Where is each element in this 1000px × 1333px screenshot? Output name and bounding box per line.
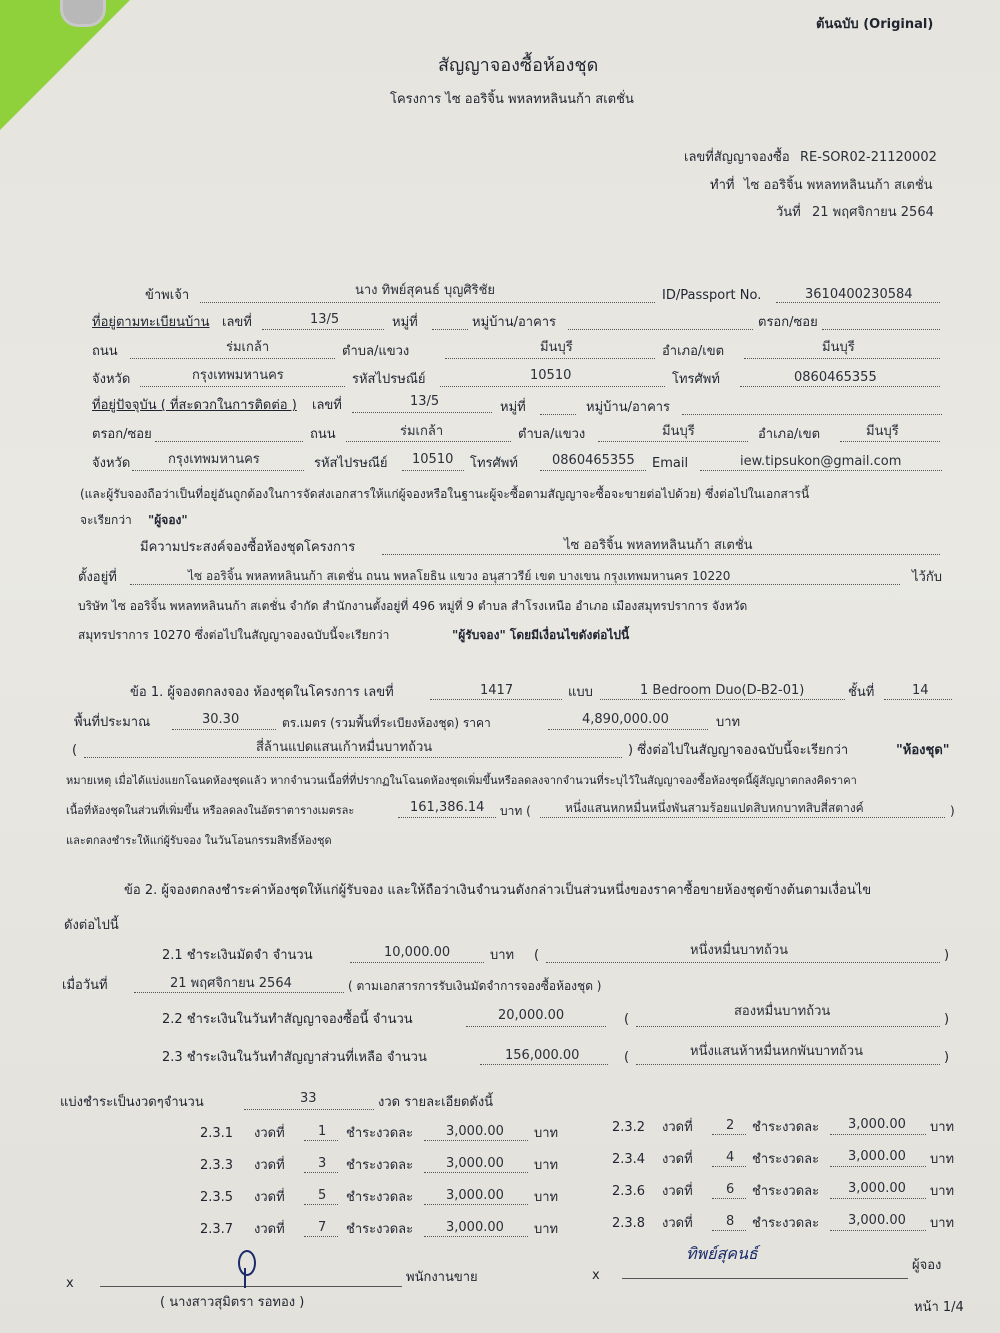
road-label: ถนน (92, 344, 118, 359)
area-value: 30.30 (202, 712, 240, 727)
cur-moo-label: หมู่ที่ (500, 400, 526, 415)
seller-name: ( นางสาวสุมิตรา รอทอง ) (160, 1295, 305, 1310)
document-subtitle: โครงการ ไซ ออริจิ้น พหลทหลินนก้า สเตชั่น (390, 92, 634, 107)
cur-road-label: ถนน (310, 427, 336, 442)
located-label: ตั้งอยู่ที่ (78, 570, 117, 585)
price-value: 4,890,000.00 (582, 712, 669, 727)
cur-subdistrict-value: มีนบุรี (662, 424, 695, 439)
district-label: อำเภอ/เขต (662, 344, 725, 359)
buyer-term: "ผู้จอง" (148, 513, 188, 527)
buyer-role: ผู้จอง (912, 1258, 942, 1273)
id-label: ID/Passport No. (662, 288, 762, 303)
floor-value: 14 (912, 683, 929, 698)
price-words: สี่ล้านแปดแสนเก้าหมื่นบาทถ้วน (256, 740, 433, 755)
price-baht: บาท (716, 715, 741, 730)
company-text: บริษัท ไซ ออริจิ้น พหลทหลินนก้า สเตชั่น จำกัด สำนักงานตั้งอยู่ที่ 496 หมู่ที่ 9 ตำบล สำโรงเหนือ อำเภอ เมืองสมุทรปราการ จังหวัด (78, 599, 748, 613)
cur-soi-label: ตรอก/ซอย (92, 427, 152, 442)
intent-value: ไซ ออริจิ้น พหลทหลินนก้า สเตชั่น (564, 538, 753, 553)
on-date-label: เมื่อวันที่ (62, 978, 108, 993)
type-label: แบบ (568, 685, 593, 700)
buyer-x-mark: x (592, 1268, 600, 1283)
cur-district-label: อำเภอ/เขต (758, 427, 821, 442)
contract-pay-value: 20,000.00 (498, 1008, 565, 1023)
id-value: 3610400230584 (805, 287, 913, 302)
rate-value: 161,386.14 (410, 800, 485, 815)
paper-clip (60, 0, 106, 27)
intent-label: มีความประสงค์จองซื้อห้องชุดโครงการ (140, 540, 356, 555)
no-label: เลขที่ (222, 315, 252, 330)
deposit-baht: บาท (490, 948, 515, 963)
cur-province-label: จังหวัด (92, 456, 131, 471)
buyer-name-label: ข้าพเจ้า (145, 288, 190, 303)
soi-label: ตรอก/ซอย (758, 315, 818, 330)
cur-province-value: กรุงเทพมหานคร (168, 452, 260, 467)
rate-words: หนึ่งแสนหกหมื่นหนึ่งพันสามร้อยแปดสิบหกบาทสิบสี่สตางค์ (565, 801, 864, 815)
on-date-note: ( ตามเอกสารการรับเงินมัดจำการจองซื้อห้องชุด ) (348, 979, 602, 993)
contract-no-label: เลขที่สัญญาจองซื้อ (684, 150, 790, 165)
note-line-3: และตกลงชำระให้แก่ผู้รับจอง ในวันโอนกรรมสิทธิ์ห้องชุด (66, 834, 332, 847)
buyer-name: นาง ทิพย์สุคนธ์ บุญศิริชัย (355, 283, 496, 298)
original-mark: ต้นฉบับ (Original) (816, 17, 934, 32)
seller-signature (230, 1246, 270, 1286)
cur-no-value: 13/5 (410, 394, 440, 409)
remain-value: 156,000.00 (505, 1048, 580, 1063)
email-value: iew.tipsukon@gmail.com (740, 454, 902, 469)
cur-village-label: หมู่บ้าน/อาคาร (586, 400, 671, 415)
province-label: จังหวัด (92, 372, 131, 387)
place-label: ทำที่ (710, 178, 735, 193)
clause2-lead-2: ดังต่อไปนี้ (64, 918, 119, 933)
cur-postcode-value: 10510 (412, 452, 454, 467)
phone-value: 0860465355 (794, 370, 877, 385)
type-value: 1 Bedroom Duo(D-B2-01) (640, 683, 805, 698)
contract-pay-label: 2.2 ชำระเงินในวันทำสัญญาจองซื้อนี้ จำนวน (162, 1012, 413, 1027)
rate-baht: บาท ( (500, 804, 531, 818)
seller-term: "ผู้รับจอง" โดยมีเงื่อนไขดังต่อไปนี้ (452, 628, 630, 642)
subdistrict-value: มีนบุรี (540, 340, 573, 355)
installment-tail: งวด รายละเอียดดังนี้ (378, 1095, 494, 1110)
contract-pay-words: สองหมื่นบาทถ้วน (734, 1004, 831, 1019)
postcode-label: รหัสไปรษณีย์ (352, 372, 426, 387)
price-tail: ) ซึ่งต่อไปในสัญญาจองฉบับนี้จะเรียกว่า (628, 743, 849, 758)
village-label: หมู่บ้าน/อาคาร (472, 315, 557, 330)
area-unit: ตร.เมตร (รวมพื้นที่ระเบียงห้องชุด) ราคา (282, 716, 491, 730)
date-label: วันที่ (776, 205, 801, 220)
cur-phone-label: โทรศัพท์ (470, 456, 518, 471)
address-note: (และผู้รับจองถือว่าเป็นที่อยู่อันถูกต้องในการจัดส่งเอกสารให้แก่ผู้จองหรือในฐานะผู้จะซื้อตามสัญญาจะซื้อจะขายต่อไปด้วย) ซึ่งต่อไปในเอกสารนี้ (80, 487, 810, 501)
company-text-2: สมุทรปราการ 10270 ซึ่งต่อไปในสัญญาจองฉบับนี้จะเรียกว่า (78, 628, 390, 642)
cur-addr-label: ที่อยู่ปัจจุบัน ( ที่สะดวกในการติดต่อ ) (92, 398, 297, 413)
cur-district-value: มีนบุรี (866, 424, 899, 439)
province-value: กรุงเทพมหานคร (192, 368, 284, 383)
no-value: 13/5 (310, 312, 340, 327)
reg-addr-label: ที่อยู่ตามทะเบียนบ้าน (92, 315, 210, 330)
area-label: พื้นที่ประมาณ (74, 715, 151, 730)
seller-x-mark: x (66, 1276, 74, 1291)
district-value: มีนบุรี (822, 340, 855, 355)
moo-label: หมู่ที่ (392, 315, 418, 330)
note-line-2: เนื้อที่ห้องชุดในส่วนที่เพิ่มขึ้น หรือลดลงในอัตราตารางเมตรละ (66, 804, 355, 817)
unit-no: 1417 (480, 683, 514, 698)
cur-subdistrict-label: ตำบล/แขวง (518, 427, 586, 442)
buyer-term-pre: จะเรียกว่า (80, 513, 132, 527)
cur-phone-value: 0860465355 (552, 453, 635, 468)
deposit-label: 2.1 ชำระเงินมัดจำ จำนวน (162, 948, 313, 963)
seller-role: พนักงานขาย (406, 1270, 478, 1285)
deposit-words: หนึ่งหมื่นบาทถ้วน (690, 943, 789, 958)
floor-label: ชั้นที่ (848, 685, 875, 700)
installment-label: แบ่งชำระเป็นงวดๆจำนวน (60, 1095, 204, 1110)
cur-postcode-label: รหัสไปรษณีย์ (314, 456, 388, 471)
place-value: ไซ ออริจิ้น พหลทหลินนก้า สเตชั่น (744, 178, 933, 193)
remain-label: 2.3 ชำระเงินในวันทำสัญญาส่วนที่เหลือ จำนวน (162, 1050, 427, 1065)
cur-road-value: ร่มเกล้า (400, 424, 444, 439)
phone-label: โทรศัพท์ (672, 372, 720, 387)
remain-words: หนึ่งแสนห้าหมื่นหกพันบาทถ้วน (690, 1044, 863, 1059)
installment-count: 33 (300, 1091, 317, 1106)
page-number: หน้า 1/4 (914, 1300, 964, 1315)
clause1-lead: ข้อ 1. ผู้จองตกลงจอง ห้องชุดในโครงการ เลขที่ (130, 685, 394, 700)
deposit-value: 10,000.00 (384, 945, 451, 960)
buyer-signature: ทิพย์สุคนธ์ (686, 1244, 758, 1263)
note-line-1: หมายเหตุ เมื่อได้แบ่งแยกโฉนดห้องชุดแล้ว หากจำนวนเนื้อที่ที่ปรากฏในโฉนดห้องชุดเพิ่มขึ้นหรือลดลงจากจำนวนที่ระบุไว้ในสัญญาจองซื้อห้องชุดนี้ผู้สัญญาตกลงคิดราคา (66, 774, 857, 787)
unit-term: "ห้องชุด" (896, 743, 950, 758)
document-page: ต้นฉบับ (Original) สัญญาจองซื้อห้องชุด โครงการ ไซ ออริจิ้น พหลทหลินนก้า สเตชั่น เลขที่สัญญาจองซื้อ RE-SOR02-21120002 ทำที่ ไซ ออริจิ้น พหลทหลินนก้า สเตชั่น วันที่ 21 พฤศจิกายน 2564 ข้าพเจ้า นาง ทิพย์สุคนธ์ บุญศิริชัย ID/Passport No. 3610400230584 ที่อยู่ตามทะเบียนบ้าน เลขที่ 13/5 หมู่ที่ หมู่บ้าน/อาคาร ตรอก/ซอย ถนน ร่มเกล้า ตำบล/แขวง มีนบุรี อำเภอ/เขต มีนบุรี จังหวัด กรุงเทพมหานคร รหัสไปรษณีย์ 10510 โทรศัพท์ 0860465355 ที่อยู่ปัจจุบัน ( ที่สะดวกในการติดต่อ ) เลขที่ 13/5 หมู่ที่ หมู่บ้าน/อาคาร ตรอก/ซอย ถนน ร่มเกล้า ตำบล/แขวง มีนบุรี อำเภอ/เขต มีนบุรี จังหวัด กรุงเทพมหานคร รหัสไปรษณีย์ 10510 โทรศัพท์ 0860465355 Email iew.tipsukon@gmail.com (และผู้รับจองถือว่าเป็นที่อยู่อันถูกต้องในการจัดส่งเอกสารให้แก่ผู้จองหรือในฐานะผู้จะซื้อตามสัญญาจะซื้อจะขายต่อไปด้วย) ซึ่งต่อไปในเอกสารนี้ จะเรียกว่า "ผู้จอง" มีความประสงค์จองซื้อห้องชุดโครงการ ไซ ออริจิ้น พหลทหลินนก้า สเตชั่น ตั้งอยู่ที่ ไซ ออริจิ้น พหลทหลินนก้า สเตชั่น ถนน พหลโยธิน แขวง อนุสาวรีย์ เขต บางเขน กรุงเทพมหานคร 10220 ไว้กับ บริษัท ไซ ออริจิ้น พหลทหลินนก้า สเตชั่น จำกัด สำนักงานตั้งอยู่ที่ 496 หมู่ที่ 9 ตำบล สำโรงเหนือ อำเภอ เมืองสมุทรปราการ จังหวัด สมุทรปราการ 10270 ซึ่งต่อไปในสัญญาจองฉบับนี้จะเรียกว่า "ผู้รับจอง" โดยมีเงื่อนไขดังต่อไปนี้ ข้อ 1. ผู้จองตกลงจอง ห้องชุดในโครงการ เลขที่ 1417 แบบ 1 Bedroom Duo(D-B2-01) ชั้นที่ 14 พื้นที่ประมาณ 30.30 ตร.เมตร (รวมพื้นที่ระเบียงห้องชุด) ราคา 4,890,000.00 บาท ( สี่ล้านแปดแสนเก้าหมื่นบาทถ้วน ) ซึ่งต่อไปในสัญญาจองฉบับนี้จะเรียกว่า "ห้องชุด" หมายเหตุ เมื่อได้แบ่งแยกโฉนดห้องชุดแล้ว หากจำนวนเนื้อที่ที่ปรากฏในโฉนดห้องชุดเพิ่มขึ้นหรือลดลงจากจำนวนที่ระบุไว้ในสัญญาจองซื้อห้องชุดนี้ผู้สัญญาตกลงคิดราคา เนื้อที่ห้องชุดในส่วนที่เพิ่มขึ้น หรือลดลงในอัตราตารางเมตรละ 161,386.14 บาท ( หนึ่งแสนหกหมื่นหนึ่งพันสามร้อยแปดสิบหกบาทสิบสี่สตางค์ ) และตกลงชำระให้แก่ผู้รับจอง ในวันโอนกรรมสิทธิ์ห้องชุด ข้อ 2. ผู้จองตกลงชำระค่าห้องชุดให้แก่ผู้รับจอง และให้ถือว่าเงินจำนวนดังกล่าวเป็นส่วนหนึ่งของราคาซื้อขายห้องชุดข้างต้นตามเงื่อนไข ดังต่อไปนี้ 2.1 ชำระเงินมัดจำ จำนวน 10,000.00 บาท ( หนึ่งหมื่นบาทถ้วน ) เมื่อวันที่ 21 พฤศจิกายน 2564 ( ตามเอกสารการรับเงินมัดจำการจองซื้อห้องชุด ) 2.2 ชำระเงินในวันทำสัญญาจองซื้อนี้ จำนวน 20,000.00 ( สองหมื่นบาทถ้วน ) 2.3 ชำระเงินในวันทำสัญญาส่วนที่เหลือ จำนวน 156,000.00 ( หนึ่งแสนห้าหมื่นหกพันบาทถ้วน ) แบ่งชำระเป็นงวดๆจำนวน 33 งวด รายละเอียดดังนี้ 2.3.1 งวดที่ 1 ชำระงวดละ 3,000.00 บาท 2.3.3 งวดที่ 3 ชำระงวดละ 3,000.00 บาท 2.3.5 งวดที่ 5 ชำระงวดละ 3,000.00 บาท 2.3.7 งวดที่ 7 ชำระงวดละ 3,000.00 บาท 2.3.2 งวดที่ 2 ชำระงวดละ 3,000.00 บาท 2.3.4 งวดที่ 4 ชำระงวดละ 3,000.00 บาท 2.3.6 งวดที่ 6 ชำระงวดละ 3,000.00 บาท 2.3.8 งวดที่ 8 ชำระงวดละ 3,000.00 บาท x พนักงานขาย ( นางสาวสุมิตรา รอทอง ) x ทิพย์สุคนธ์ ผู้จอง หน้า 1/4 (0, 0, 1000, 1333)
subdistrict-label: ตำบล/แขวง (342, 344, 410, 359)
document-title: สัญญาจองซื้อห้องชุด (438, 55, 599, 76)
road-value: ร่มเกล้า (226, 340, 270, 355)
date-value: 21 พฤศจิกายน 2564 (812, 205, 934, 220)
on-date-value: 21 พฤศจิกายน 2564 (170, 976, 292, 991)
located-value: ไซ ออริจิ้น พหลทหลินนก้า สเตชั่น ถนน พหลโยธิน แขวง อนุสาวรีย์ เขต บางเขน กรุงเทพมหานคร 10220 (188, 569, 731, 583)
clause2-lead: ข้อ 2. ผู้จองตกลงชำระค่าห้องชุดให้แก่ผู้รับจอง และให้ถือว่าเงินจำนวนดังกล่าวเป็นส่วนหนึ่งของราคาซื้อขายห้องชุดข้างต้นตามเงื่อนไข (124, 883, 872, 898)
email-label: Email (652, 456, 689, 471)
cur-no-label: เลขที่ (312, 398, 342, 413)
contract-no: RE-SOR02-21120002 (800, 150, 937, 165)
located-tail: ไว้กับ (912, 570, 942, 585)
postcode-value: 10510 (530, 368, 572, 383)
